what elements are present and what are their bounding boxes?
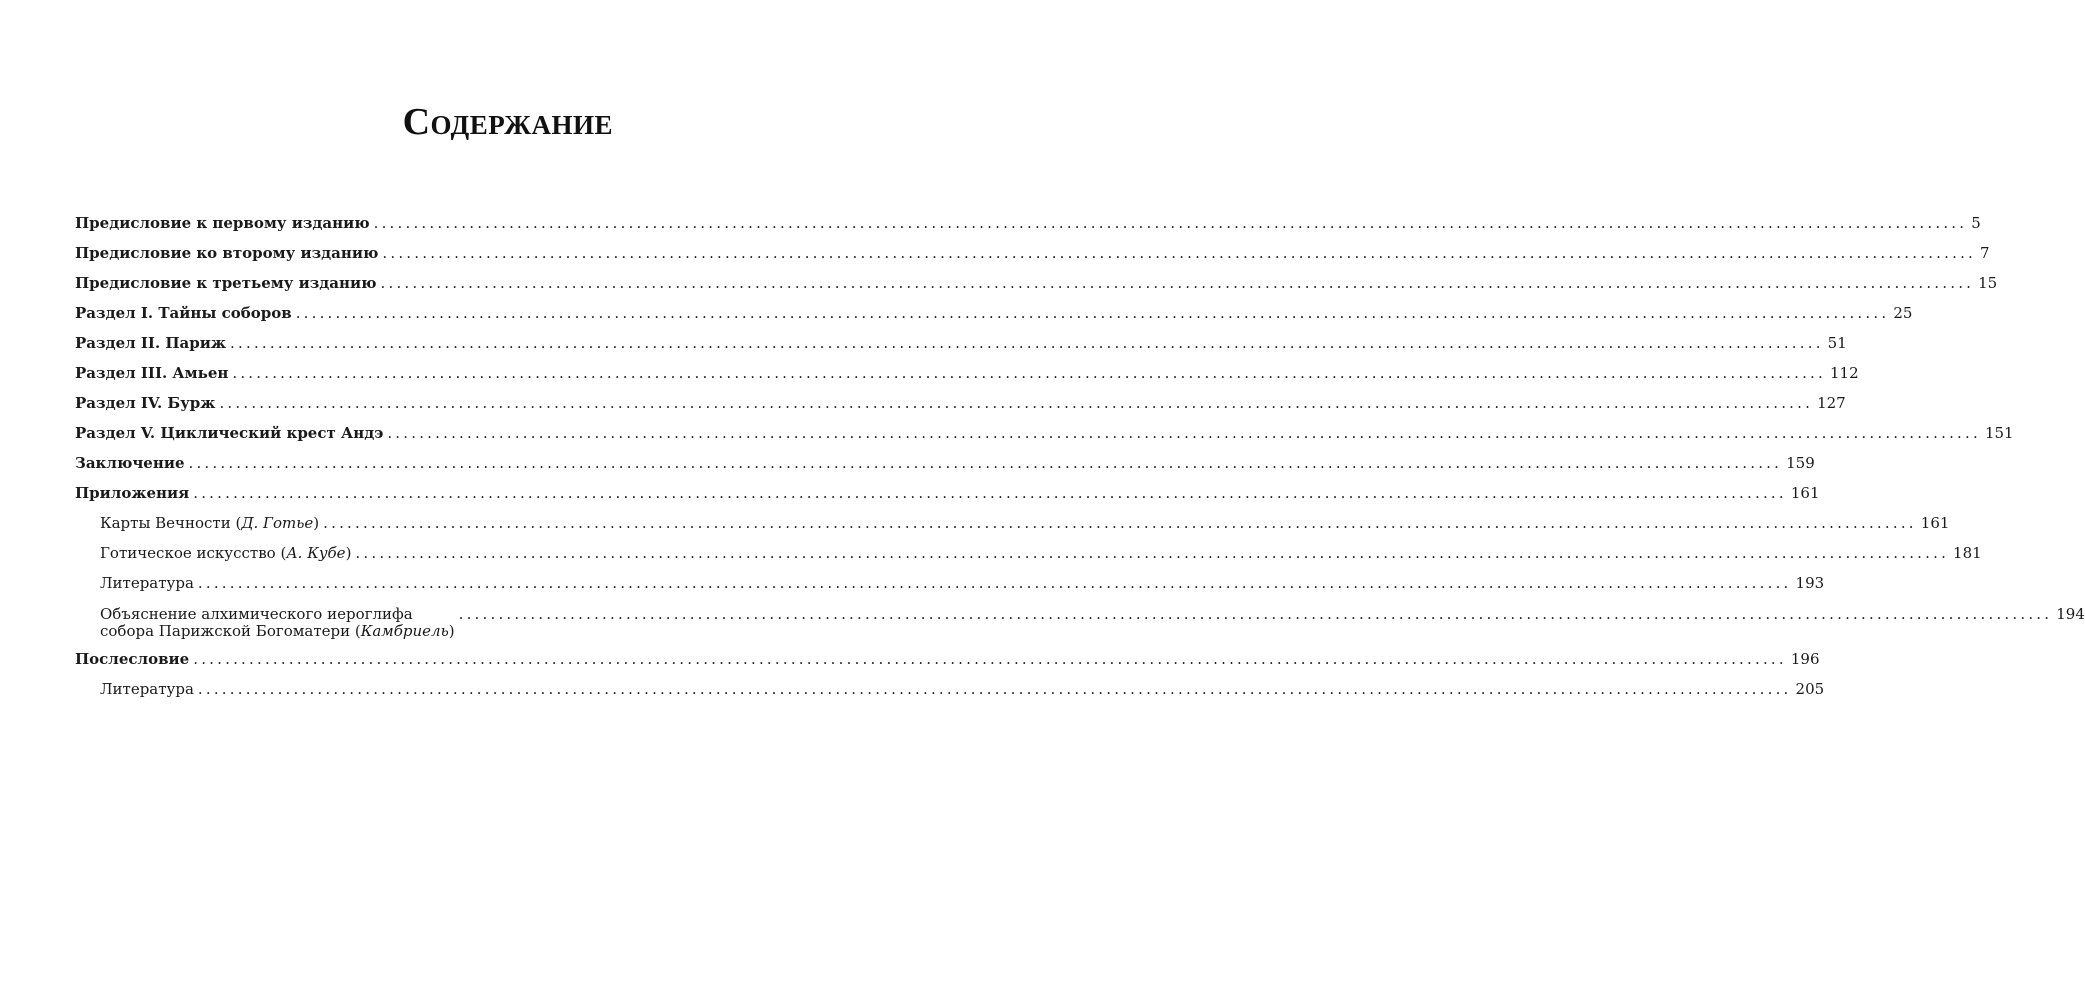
dot-leader: ........................................................................................................................................................................................................: [295, 304, 1890, 322]
toc-page-number: 112: [1829, 364, 1859, 382]
dot-leader: ........................................................................................................................................................................................................: [197, 680, 1792, 698]
toc-subentry-alchemical-hieroglyph[interactable]: [75, 598, 2085, 644]
toc-entry-title-line1: Объяснение алхимического иероглифа: [100, 605, 413, 623]
toc-entry-title: Литература: [100, 574, 194, 592]
toc-entry-title: Предисловие к третьему изданию: [75, 274, 377, 292]
toc-subentry-gothic-art[interactable]: [75, 538, 1982, 568]
toc-entry-preface-first[interactable]: [75, 208, 1981, 238]
dot-leader: ........................................................................................................................................................................................................: [380, 274, 1975, 292]
toc-entry-afterword[interactable]: [75, 644, 1820, 674]
toc-entry-section-5[interactable]: [75, 418, 2014, 448]
toc-entry-section-3[interactable]: [75, 358, 1859, 388]
toc-page-number: 151: [1984, 424, 2014, 442]
toc-entry-title: Раздел IV. Бурж: [75, 394, 216, 412]
dot-leader: ........................................................................................................................................................................................................: [193, 650, 1787, 668]
toc-subentry-maps-of-eternity[interactable]: [75, 508, 1950, 538]
toc-page-number: 5: [1971, 214, 1981, 232]
toc-page-number: 205: [1795, 680, 1825, 698]
toc-entry-title-end: ): [313, 514, 320, 532]
toc-entry-title: [100, 508, 319, 538]
toc-entry-title: Раздел V. Циклический крест Андэ: [75, 424, 384, 442]
dot-leader: ........................................................................................................................................................................................................: [219, 394, 1814, 412]
toc-entry-title: [100, 606, 455, 640]
toc-entry-preface-second[interactable]: [75, 238, 1990, 268]
toc-page-number: 196: [1790, 650, 1820, 668]
toc-entry-title: Предисловие к первому изданию: [75, 214, 370, 232]
toc-entry-title: Предисловие ко второму изданию: [75, 244, 379, 262]
toc-entry-author: А. Кубе: [286, 544, 346, 562]
dot-leader: ........................................................................................................................................................................................................: [323, 514, 1917, 532]
toc-entry-title-start: Готическое искусство (: [100, 544, 287, 562]
toc-entry-title-end: ): [448, 622, 455, 640]
toc-page-number: 161: [1790, 484, 1820, 502]
toc-page-number: 51: [1827, 334, 1847, 352]
toc-entry-title: Заключение: [75, 454, 185, 472]
page-title: Содержание: [402, 101, 613, 143]
toc-subentry-literature-afterword[interactable]: [75, 674, 1825, 704]
dot-leader: ........................................................................................................................................................................................................: [387, 424, 1981, 442]
toc-entry-title-start: Карты Вечности (: [100, 514, 242, 532]
toc-page-number: 7: [1980, 244, 1990, 262]
toc-entry-section-4[interactable]: [75, 388, 1846, 418]
dot-leader: ........................................................................................................................................................................................................: [193, 484, 1787, 502]
toc-subentry-literature[interactable]: [75, 568, 1825, 598]
dot-leader: ........................................................................................................................................................................................................: [230, 334, 1824, 352]
toc-entry-author: Д. Готье: [241, 514, 314, 532]
toc-entry-appendices[interactable]: [75, 478, 1820, 508]
toc-page-number: 161: [1920, 514, 1950, 532]
dot-leader: ........................................................................................................................................................................................................: [373, 214, 1968, 232]
toc-page-number: 194: [2056, 605, 2085, 623]
toc-entry-title: Раздел II. Париж: [75, 334, 227, 352]
toc-page-number: 193: [1795, 574, 1825, 592]
dot-leader: ........................................................................................................................................................................................................: [188, 454, 1783, 472]
dot-leader: ........................................................................................................................................................................................................: [382, 244, 1977, 262]
toc-entry-title: [100, 538, 351, 568]
toc-page-number: 159: [1786, 454, 1815, 472]
toc-entry-title-line2: собора Парижской Богоматери (: [100, 622, 361, 640]
toc-entry-title-end: ): [345, 544, 352, 562]
toc-entry-title: Послесловие: [75, 650, 190, 668]
dot-leader: ........................................................................................................................................................................................................: [232, 364, 1826, 382]
toc-entry-preface-third[interactable]: [75, 268, 1998, 298]
dot-leader: ........................................................................................................................................................................................................: [355, 544, 1950, 562]
dot-leader: ........................................................................................................................................................................................................: [458, 605, 2053, 623]
toc-entry-author: Камбриель: [360, 622, 449, 640]
toc-entry-title: Приложения: [75, 484, 190, 502]
toc-page-number: 181: [1953, 544, 1982, 562]
table-of-contents: [75, 208, 2085, 704]
toc-page-number: 15: [1978, 274, 1998, 292]
toc-entry-title: Раздел III. Амьен: [75, 364, 229, 382]
toc-entry-title: Раздел I. Тайны соборов: [75, 304, 292, 322]
toc-entry-title: Литература: [100, 680, 194, 698]
toc-page-number: 25: [1893, 304, 1913, 322]
toc-entry-section-2[interactable]: [75, 328, 1847, 358]
toc-entry-section-1[interactable]: [75, 298, 1913, 328]
toc-page-number: 127: [1817, 394, 1846, 412]
dot-leader: ........................................................................................................................................................................................................: [197, 574, 1792, 592]
toc-entry-conclusion[interactable]: [75, 448, 1815, 478]
